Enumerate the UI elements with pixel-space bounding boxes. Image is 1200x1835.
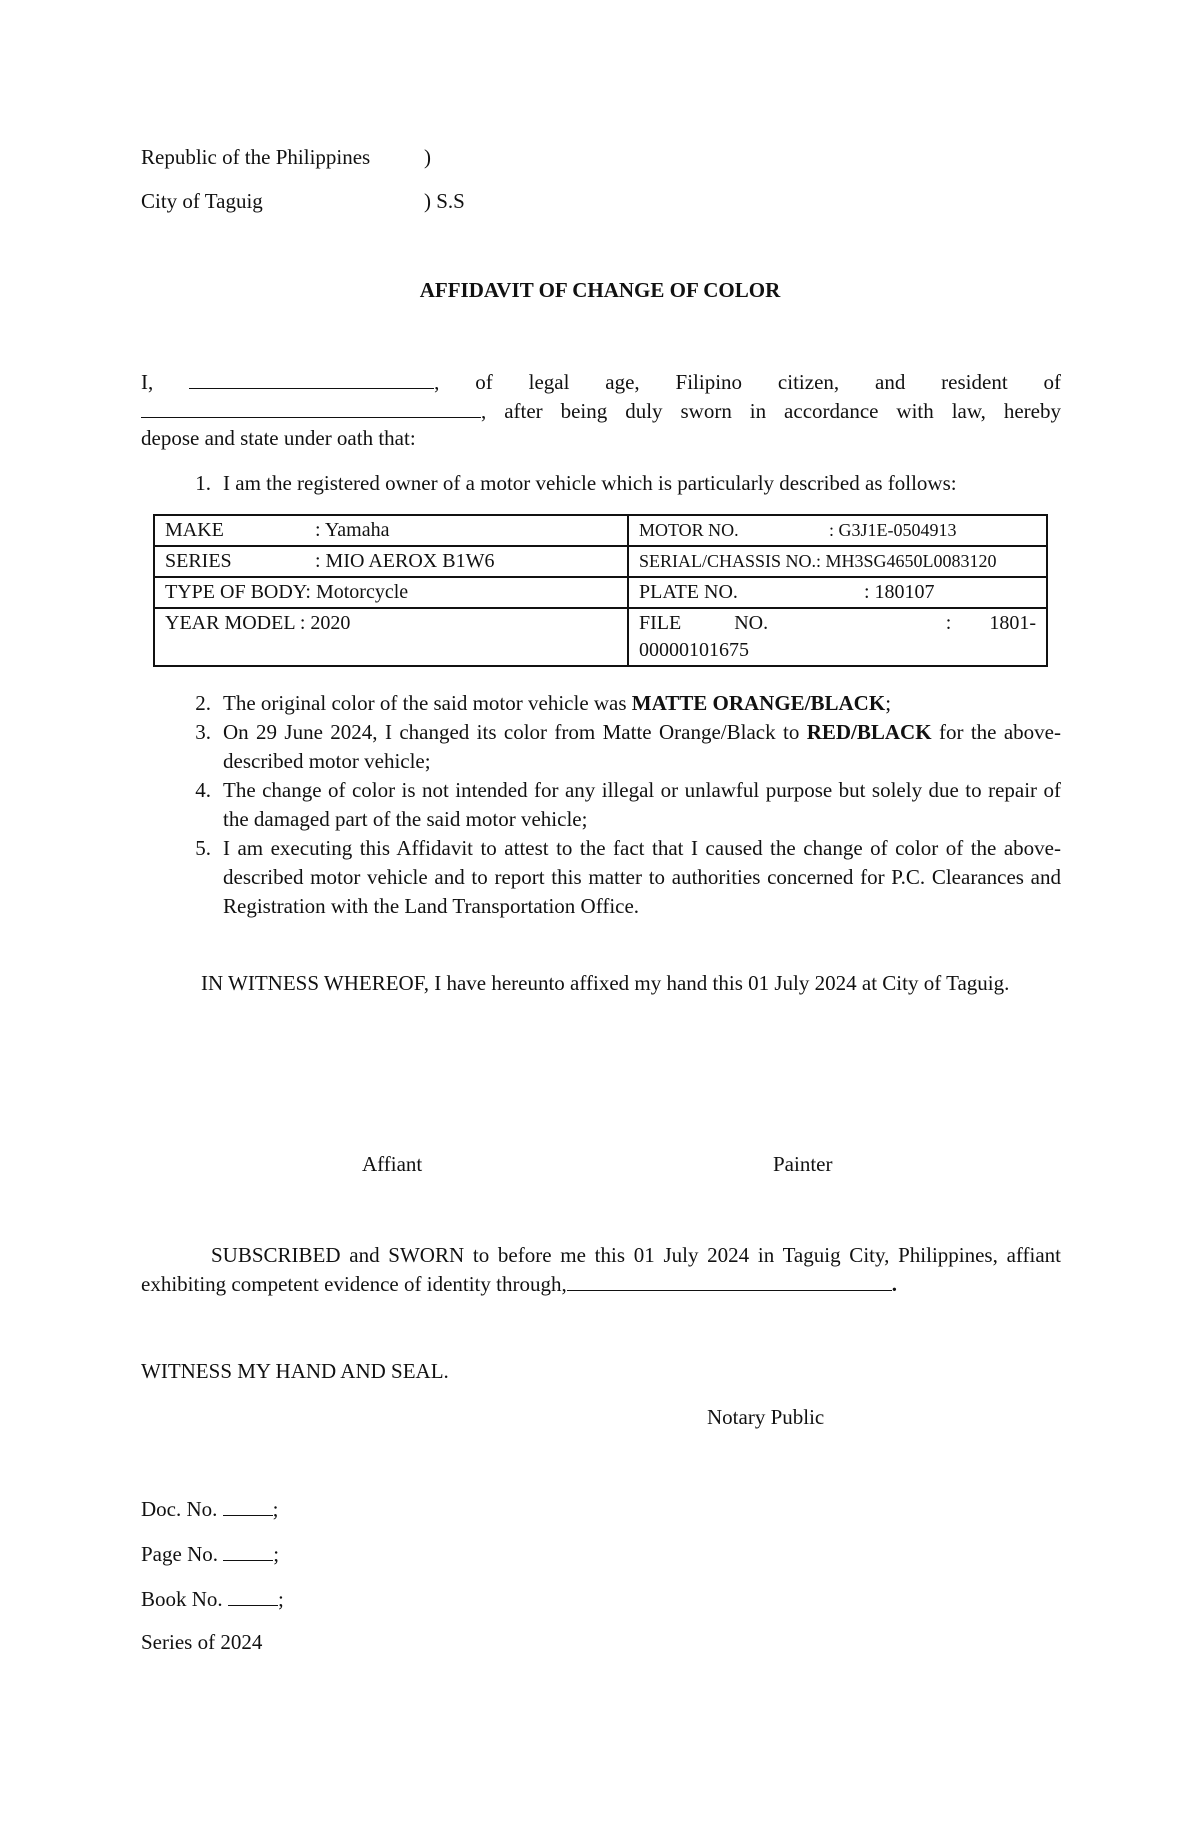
file-value-b: 00000101675: [639, 639, 749, 661]
identity-blank: [567, 1270, 892, 1291]
table-row: [154, 515, 1047, 546]
vehicle-details-table: [153, 514, 1048, 667]
item-text: I am executing this Affidavit to attest to the fact that I caused the change of color of the above-described motor vehicle and to report this matter to authorities concerned for P.C. Clearances and Registration with the Land Transportation Office.: [223, 836, 1061, 918]
list-item: [141, 834, 1061, 921]
series-line: Series of 2024: [141, 1630, 263, 1654]
intro-pronoun: I,: [141, 370, 154, 394]
s3-text: On 29 June 2024, I changed its color from Matte Orange/Black to: [223, 720, 807, 744]
item-number: 1.: [195, 471, 211, 495]
intro-line-3: depose and state under oath that:: [141, 426, 416, 450]
page-no-blank: [223, 1540, 273, 1561]
book-no-line: [141, 1585, 284, 1612]
year-label: YEAR MODEL: [165, 612, 295, 634]
file-cell: [628, 608, 1047, 666]
item-text: The change of color is not intended for any illegal or unlawful purpose but solely due to repair of the damaged part of the said motor vehicle;: [223, 778, 1061, 831]
book-no-blank: [228, 1585, 278, 1606]
series-label: SERIES: [165, 550, 232, 572]
table-row: [154, 608, 1047, 666]
chassis-cell: [628, 546, 1047, 577]
file-colon: :: [945, 612, 952, 634]
item-number: 4.: [195, 778, 211, 802]
item-text: [223, 689, 1061, 718]
file-value-a: 1801-: [989, 612, 1036, 634]
doc-semicolon: ;: [272, 1497, 279, 1521]
list-item: [141, 776, 1061, 834]
table-row: [154, 577, 1047, 608]
intro-text-2: , after being duly sworn in accordance with law, hereby: [481, 399, 1061, 423]
residence-blank: [141, 397, 481, 418]
series-value: : MIO AEROX B1W6: [315, 550, 495, 572]
affiant-label: Affiant: [362, 1152, 423, 1176]
item-number: 2.: [195, 691, 211, 715]
item-text: I am the registered owner of a motor vehicle which is particularly described as follows:: [223, 471, 957, 495]
file-label: FILE NO.: [639, 612, 769, 634]
venue-paren-1: ): [424, 145, 431, 169]
plate-value: : 180107: [864, 581, 935, 603]
doc-no-blank: [223, 1495, 273, 1516]
seal-line: WITNESS MY HAND AND SEAL.: [141, 1359, 449, 1383]
motor-cell: [628, 515, 1047, 546]
notary-public-label: Notary Public: [707, 1405, 825, 1429]
venue-city: City of Taguig: [141, 189, 263, 213]
list-item: [141, 718, 1061, 776]
list-item: [141, 469, 1061, 498]
statement-list-1: [141, 469, 1061, 498]
item-number: 3.: [195, 720, 211, 744]
name-blank: [189, 368, 434, 389]
original-color: MATTE ORANGE/BLACK: [631, 691, 886, 715]
painter-label: Painter: [773, 1152, 833, 1176]
intro-line-1: [141, 368, 1061, 395]
chassis-label: SERIAL/CHASSIS NO.:: [639, 551, 822, 571]
s2-end: ;: [885, 691, 892, 715]
make-label: MAKE: [165, 519, 224, 541]
plate-label: PLATE NO.: [639, 581, 738, 603]
year-value: : 2020: [299, 612, 351, 634]
item-text: [223, 718, 1061, 776]
table-row: [154, 546, 1047, 577]
year-cell: [154, 608, 628, 666]
book-no-label: Book No.: [141, 1587, 223, 1611]
s2-text: The original color of the said motor vehicle was: [223, 691, 632, 715]
page-semicolon: ;: [273, 1542, 280, 1566]
list-item: [141, 689, 1061, 718]
body-cell: [154, 577, 628, 608]
series-cell: [154, 546, 628, 577]
intro-line-2: [141, 397, 1061, 424]
page-no-line: [141, 1540, 279, 1567]
new-color: RED/BLACK: [806, 720, 932, 744]
chassis-value: MH3SG4650L0083120: [825, 551, 997, 571]
item-number: 5.: [195, 836, 211, 860]
file-line-1: [639, 610, 1036, 637]
document-title: AFFIDAVIT OF CHANGE OF COLOR: [419, 278, 781, 302]
s3-end: for the above-described motor vehicle;: [223, 720, 1061, 773]
subscribed-paragraph: [141, 1241, 1061, 1299]
subscribed-text: SUBSCRIBED and SWORN to before me this 01 July 2024 in Taguig City, Philippines, affiant exhibiting competent evidence of identity through,: [141, 1243, 1061, 1296]
venue-paren-2: ) S.S: [424, 189, 465, 213]
venue-country: Republic of the Philippines: [141, 145, 371, 169]
witness-paragraph: IN WITNESS WHEREOF, I have hereunto affixed my hand this 01 July 2024 at City of Taguig.: [201, 971, 1010, 995]
statement-list-2: [141, 689, 1061, 921]
subscribed-end: .: [891, 1272, 897, 1296]
motor-value: : G3J1E-0504913: [829, 520, 957, 540]
intro-comma: ,: [434, 370, 440, 394]
book-semicolon: ;: [277, 1587, 284, 1611]
body-label: TYPE OF BODY:: [165, 581, 311, 603]
motor-label: MOTOR NO.: [639, 520, 739, 540]
intro-text-1: of legal age, Filipino citizen, and resident of: [475, 370, 1062, 394]
page-no-label: Page No.: [141, 1542, 218, 1566]
plate-cell: [628, 577, 1047, 608]
make-value: : Yamaha: [315, 519, 390, 541]
doc-no-label: Doc. No.: [141, 1497, 218, 1521]
body-value: Motorcycle: [315, 581, 409, 603]
make-cell: [154, 515, 628, 546]
doc-no-line: [141, 1495, 279, 1522]
